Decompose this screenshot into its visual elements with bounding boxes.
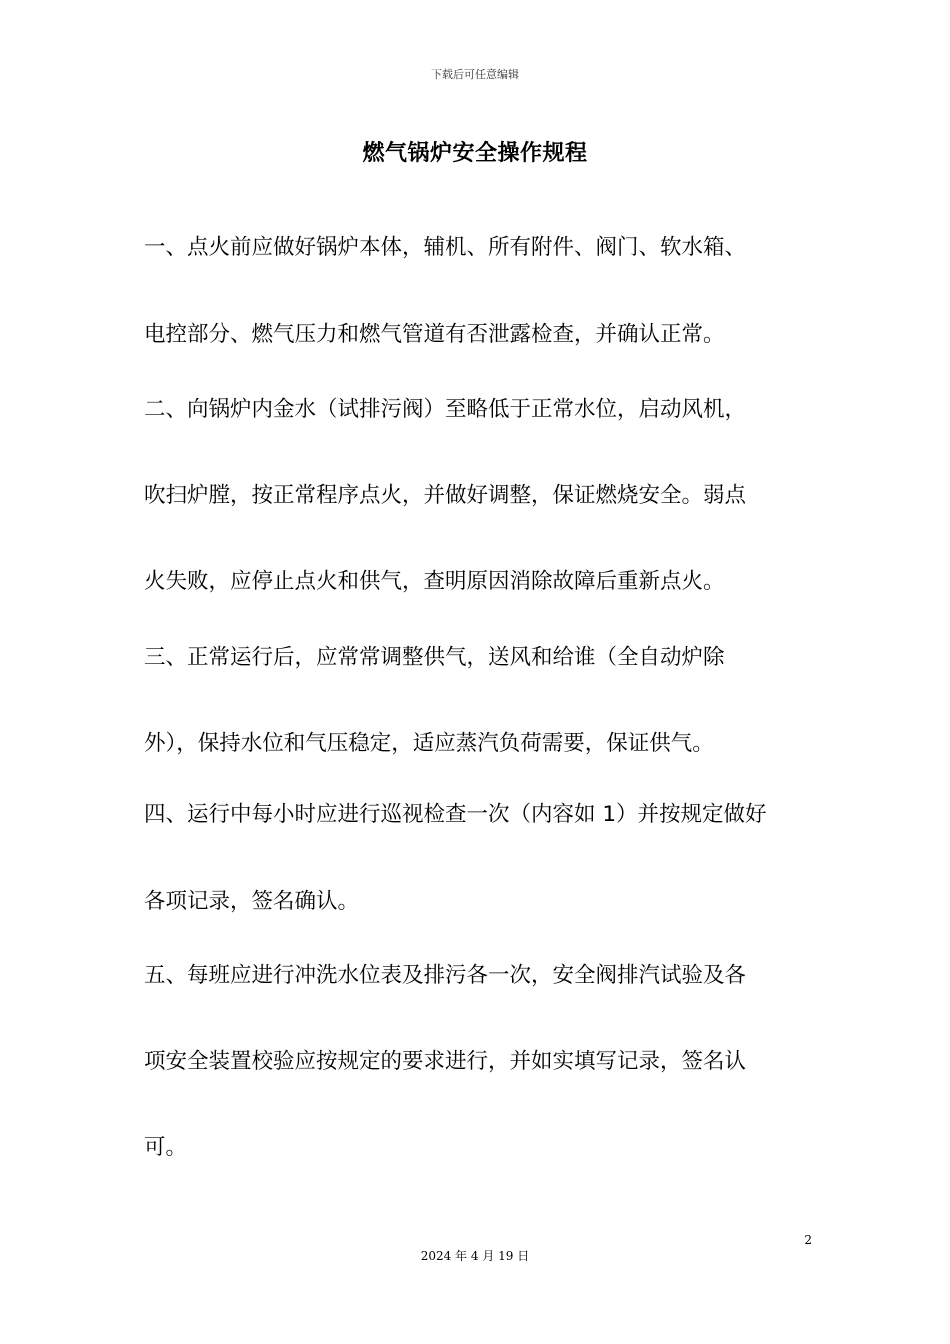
document-title: 燃气锅炉安全操作规程 [362, 141, 588, 166]
paragraph-line: 五、每班应进行冲洗水位表及排污各一次，安全阀排汽试验及各 [144, 963, 747, 988]
page-number: 2 [804, 1233, 812, 1247]
paragraph-line: 四、运行中每小时应进行巡视检查一次（内容如 1）并按规定做好 [144, 802, 767, 827]
paragraph-line: 可。 [144, 1135, 188, 1160]
paragraph-line: 电控部分、燃气压力和燃气管道有否泄露检查，并确认正常。 [144, 322, 725, 347]
footer-date: 2024 年 4 月 19 日 [420, 1249, 530, 1263]
paragraph-line: 项安全装置校验应按规定的要求进行，并如实填写记录，签名认 [144, 1049, 747, 1074]
paragraph-line: 吹扫炉膛，按正常程序点火，并做好调整，保证燃烧安全。弱点 [144, 483, 747, 508]
paragraph-line: 一、点火前应做好锅炉本体，辅机、所有附件、阀门、软水箱、 [144, 235, 747, 260]
paragraph-line: 火失败，应停止点火和供气，查明原因消除故障后重新点火。 [144, 569, 725, 594]
paragraph-line: 二、向锅炉内金水（试排污阀）至略低于正常水位，启动风机， [144, 397, 747, 422]
header-note: 下载后可任意编辑 [431, 68, 519, 81]
paragraph-line: 三、正常运行后，应常常调整供气，送风和给谁（全自动炉除 [144, 645, 725, 670]
paragraph-line: 各项记录，签名确认。 [144, 889, 360, 914]
paragraph-line: 外），保持水位和气压稳定，适应蒸汽负荷需要，保证供气。 [144, 731, 714, 756]
